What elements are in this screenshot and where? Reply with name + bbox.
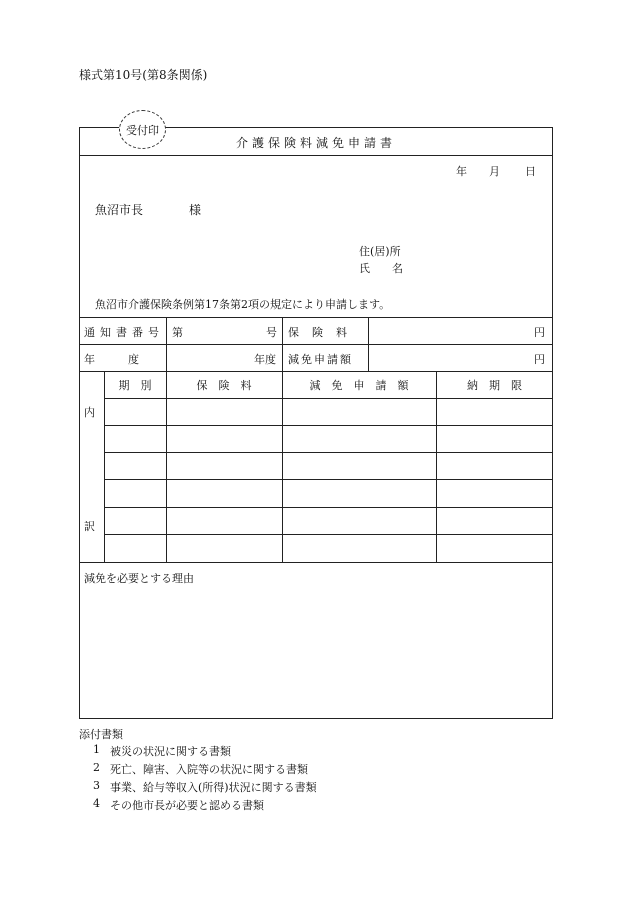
form-title: 介護保険料減免申請書 — [235, 136, 396, 150]
premium-yen: 円 — [534, 326, 545, 339]
column-divider — [368, 317, 369, 371]
row-divider — [79, 317, 553, 318]
breakdown-bottom-line — [79, 562, 553, 563]
address-label: 住(居)所 — [359, 245, 401, 258]
stamp-label: 受付印 — [126, 123, 159, 137]
breakdown-row-line — [104, 398, 553, 399]
attachment-item: 被災の状況に関する書類 — [110, 745, 231, 758]
notice-number-label: 通知書番号 — [84, 326, 164, 339]
number-suffix: 号 — [266, 326, 277, 339]
attachments-title: 添付書類 — [79, 728, 123, 741]
fiscal-year-unit: 年度 — [254, 353, 276, 366]
breakdown-side-bottom: 訳 — [84, 520, 95, 533]
attachment-number: 1 — [93, 743, 100, 756]
number-prefix: 第 — [172, 326, 183, 339]
breakdown-row-line — [104, 425, 553, 426]
form-number: 様式第10号(第8条関係) — [79, 68, 208, 82]
form-frame — [79, 127, 553, 719]
date-year: 年 — [456, 165, 467, 178]
breakdown-side-top: 内 — [84, 406, 95, 419]
reduction-amount-label: 減免申請額 — [288, 353, 353, 366]
header-premium: 保 険 料 — [196, 378, 252, 392]
reason-label: 減免を必要とする理由 — [84, 572, 194, 585]
attachment-number: 3 — [93, 779, 100, 792]
reduction-yen: 円 — [534, 353, 545, 366]
breakdown-row-line — [104, 534, 553, 535]
attachment-number: 2 — [93, 761, 100, 774]
breakdown-row-line — [104, 507, 553, 508]
attachment-item: 死亡、障害、入院等の状況に関する書類 — [110, 763, 308, 776]
row-divider — [79, 344, 553, 345]
premium-label: 保険料 — [288, 326, 360, 339]
column-divider — [282, 317, 283, 371]
date-month: 月 — [489, 165, 500, 178]
applicant-name-label: 氏 名 — [359, 262, 403, 275]
addressee-name: 魚沼市長 — [95, 203, 144, 217]
addressee-honorific: 様 — [189, 203, 202, 217]
breakdown-row-line — [104, 452, 553, 453]
fiscal-year-label: 年 度 — [84, 353, 139, 366]
date-day: 日 — [525, 165, 536, 178]
header-period: 期 別 — [118, 378, 152, 392]
attachment-number: 4 — [93, 797, 100, 810]
column-divider — [166, 317, 167, 371]
attachment-item: 事業、給与等収入(所得)状況に関する書類 — [110, 781, 317, 794]
breakdown-row-line — [104, 479, 553, 480]
header-reduction-amount: 減 免 申 請 額 — [309, 378, 409, 392]
attachment-item: その他市長が必要と認める書類 — [110, 799, 264, 812]
application-statement: 魚沼市介護保険条例第17条第2項の規定により申請します。 — [95, 298, 391, 311]
title-divider — [79, 155, 553, 156]
header-due-date: 納 期 限 — [467, 378, 522, 392]
